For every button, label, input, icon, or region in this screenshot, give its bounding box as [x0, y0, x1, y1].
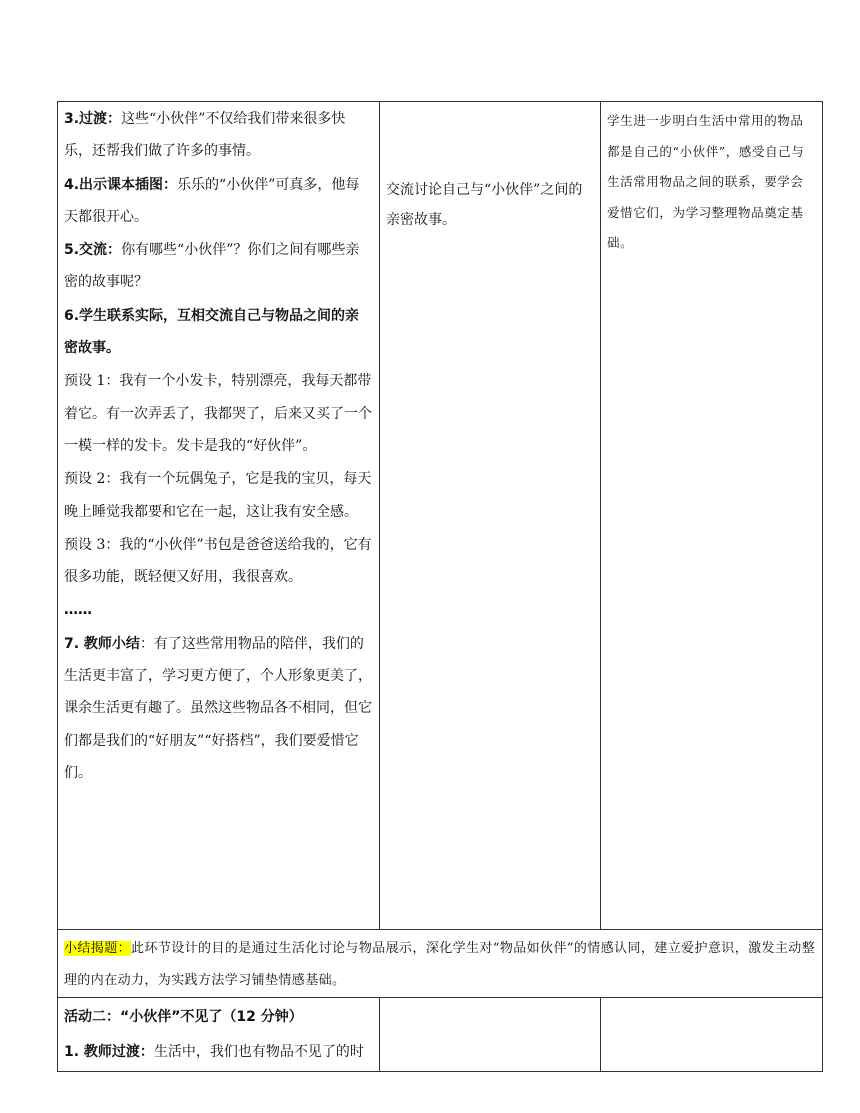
student-activity-cell	[380, 102, 601, 930]
activity2-step-1: 1. 教师过渡：生活中，我们也有物品不见了的时	[64, 1044, 364, 1061]
summary-label: 小结揭题：	[64, 941, 132, 956]
preset-1: 预设 1：我有一个小发卡，特别漂亮，我每天都带着它。有一次弄丢了，我都哭了，后来又买了一个一模一样的发卡。发卡是我的“好伙伴”。	[64, 373, 372, 454]
preset-3: 预设 3：我的“小伙伴”书包是爸爸送给我的，它有很多功能，既轻便又好用，我很喜欢。	[64, 536, 372, 586]
design-intent-text: 学生进一步明白生活中常用的物品都是自己的“小伙伴”，感受自己与生活常用物品之间的联系，要学会爱惜它们，为学习整理物品奠定基础。	[607, 113, 805, 250]
step-5: 5.交流：你有哪些“小伙伴”？你们之间有哪些亲密的故事呢？	[64, 242, 360, 291]
activity2-teacher-cell	[58, 998, 380, 1072]
activity2-row	[58, 998, 823, 1072]
step-4: 4.出示课本插图：乐乐的“小伙伴”可真多，他每天都很开心。	[64, 176, 360, 225]
activity2-title: 活动二：“小伙伴”不见了（12 分钟）	[64, 1009, 303, 1025]
summary-row	[58, 930, 823, 998]
activity2-student-cell	[380, 998, 601, 1072]
lesson-plan-table	[57, 101, 823, 1072]
design-intent-cell	[601, 102, 823, 930]
student-activity-text: 交流讨论自己与“小伙伴”之间的亲密故事。	[386, 182, 583, 228]
step-3: 3.过渡：这些“小伙伴”不仅给我们带来很多快乐，还帮我们做了许多的事情。	[64, 111, 346, 160]
teacher-activity-cell	[58, 102, 380, 930]
ellipsis: ……	[64, 602, 92, 619]
step-6: 6.学生联系实际，互相交流自己与物品之间的亲密故事。	[64, 307, 360, 357]
activity2-intent-cell	[601, 998, 823, 1072]
summary-cell	[58, 930, 823, 998]
summary-text: 小结揭题：此环节设计的目的是通过生活化讨论与物品展示，深化学生对“物品如伙伴”的情感认同，建立爱护意识，激发主动整理的内在动力，为实践方法学习铺垫情感基础。	[64, 941, 816, 988]
preset-2: 预设 2：我有一个玩偶兔子，它是我的宝贝，每天晚上睡觉我都要和它在一起，这让我有安全感。	[64, 471, 372, 520]
activity-row	[58, 102, 823, 930]
step-7: 7. 教师小结：有了这些常用物品的陪伴，我们的生活更丰富了，学习更方便了，个人形象更美了，课余生活更有趣了。虽然这些物品各不相同，但它们都是我们的“好朋友”“好搭档”，我们要爱惜它们。	[64, 635, 372, 781]
